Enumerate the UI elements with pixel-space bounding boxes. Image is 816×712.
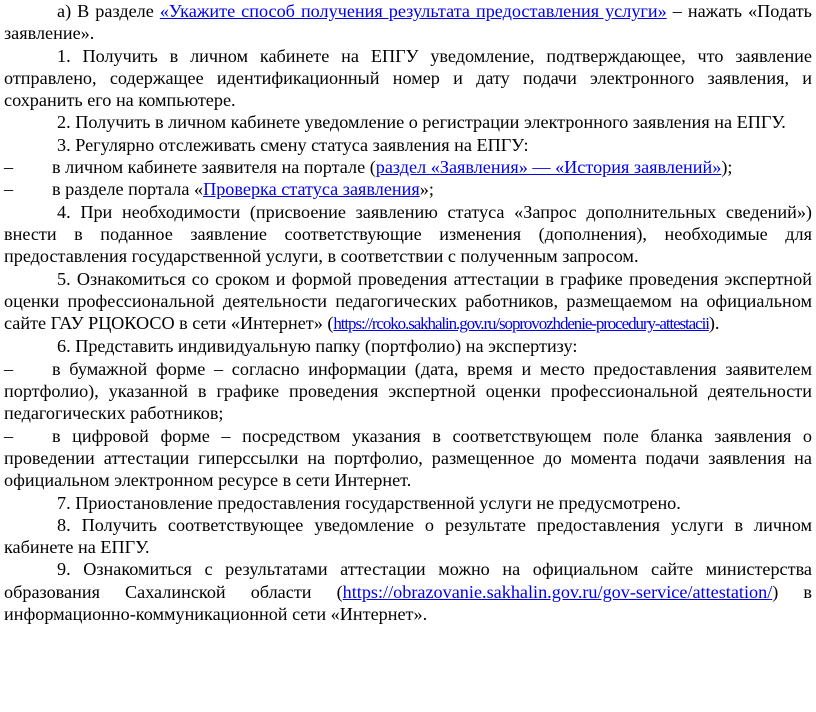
dash-item-3-text: в бумажной форме – согласно информации (дата, время и место предоставления заявителем портфолио), указанной в графике проведения экспертной оценки профессиональной деятельности педагогических работников;: [4, 358, 812, 424]
paragraph-3: 3. Регулярно отслеживать смену статуса заявления на ЕПГУ:: [57, 134, 529, 155]
dash-item-4: [4, 425, 812, 492]
paragraph-6: 6. Представить индивидуальную папку (портфолио) на экспертизу:: [57, 336, 578, 357]
dash-bullet: –: [4, 157, 14, 178]
paragraph-a: [4, 0, 812, 45]
dash-bullet: –: [4, 425, 14, 446]
dash-item-1-prefix: в личном кабинете заявителя на портале (: [52, 157, 376, 178]
paragraph-9: [4, 558, 812, 625]
dash-bullet: –: [4, 358, 14, 379]
dash-item-2-suffix: »;: [419, 179, 434, 200]
dash-item-3: [4, 358, 812, 425]
dash-item-2-prefix: в разделе портала «: [52, 179, 204, 200]
paragraph-9-suffix: ) в информационно-коммуникационной сети «Интернет».: [4, 581, 812, 625]
check-status-link[interactable]: Проверка статуса заявления: [203, 179, 420, 200]
paragraph-a-prefix: а) В разделе: [57, 1, 160, 21]
dash-bullet: –: [4, 179, 14, 200]
paragraph-8: 8. Получить соответствующее уведомление о результате предоставления услуги в личном кабинете на ЕПГУ.: [4, 514, 812, 558]
dash-item-1-suffix: );: [721, 157, 733, 178]
obrazovanie-link[interactable]: https://obrazovanie.sakhalin.gov.ru/gov-service/attestation/: [342, 581, 773, 602]
paragraph-1: 1. Получить в личном кабинете на ЕПГУ уведомление, подтверждающее, что заявление отправлено, содержащее идентификационный номер и дату подачи электронного заявления, и сохранить его на компьютере.: [4, 45, 812, 111]
applications-history-link[interactable]: раздел «Заявления» — «История заявлений»: [375, 157, 722, 178]
result-method-link[interactable]: «Укажите способ получения результата предоставления услуги»: [159, 1, 667, 21]
paragraph-a-suffix: – нажать «Подать заявление».: [4, 1, 812, 44]
paragraph-9-text: 9. Ознакомиться с результатами аттестации можно на официальном сайте министерства образования Сахалинской области (: [4, 559, 812, 602]
paragraph-5: [4, 268, 812, 336]
dash-item-4-text: в цифровой форме – посредством указания в соответствующем поле бланка заявления о проведении аттестации гиперссылки на портфолио, размещенное до момента подачи заявления на официальном электронном ресурсе в сети Интернет.: [4, 425, 812, 491]
paragraph-2: 2. Получить в личном кабинете уведомление о регистрации электронного заявления на ЕПГУ.: [57, 112, 786, 133]
paragraph-7: 7. Приостановление предоставления государственной услуги не предусмотрено.: [57, 492, 681, 513]
paragraph-5-suffix: ).: [708, 313, 720, 334]
paragraph-4: 4. При необходимости (присвоение заявлению статуса «Запрос дополнительных сведений») внести в поданное заявление соответствующие изменения (дополнения), необходимые для предоставления государственной услуги, в соответствии с полученным запросом.: [4, 201, 812, 267]
dash-item-1: [4, 156, 812, 178]
paragraph-5-text: 5. Ознакомиться со сроком и формой проведения аттестации в графике проведения экспертной оценки профессиональной деятельности педагогических работников, размещаемом на официальном сайте ГАУ РЦОКОСО в сети «Интернет» (: [4, 268, 812, 334]
rcoko-link[interactable]: https://rcoko.sakhalin.gov.ru/soprovozhdenie-procedury-attestacii: [333, 314, 709, 334]
dash-item-2: [4, 178, 812, 200]
